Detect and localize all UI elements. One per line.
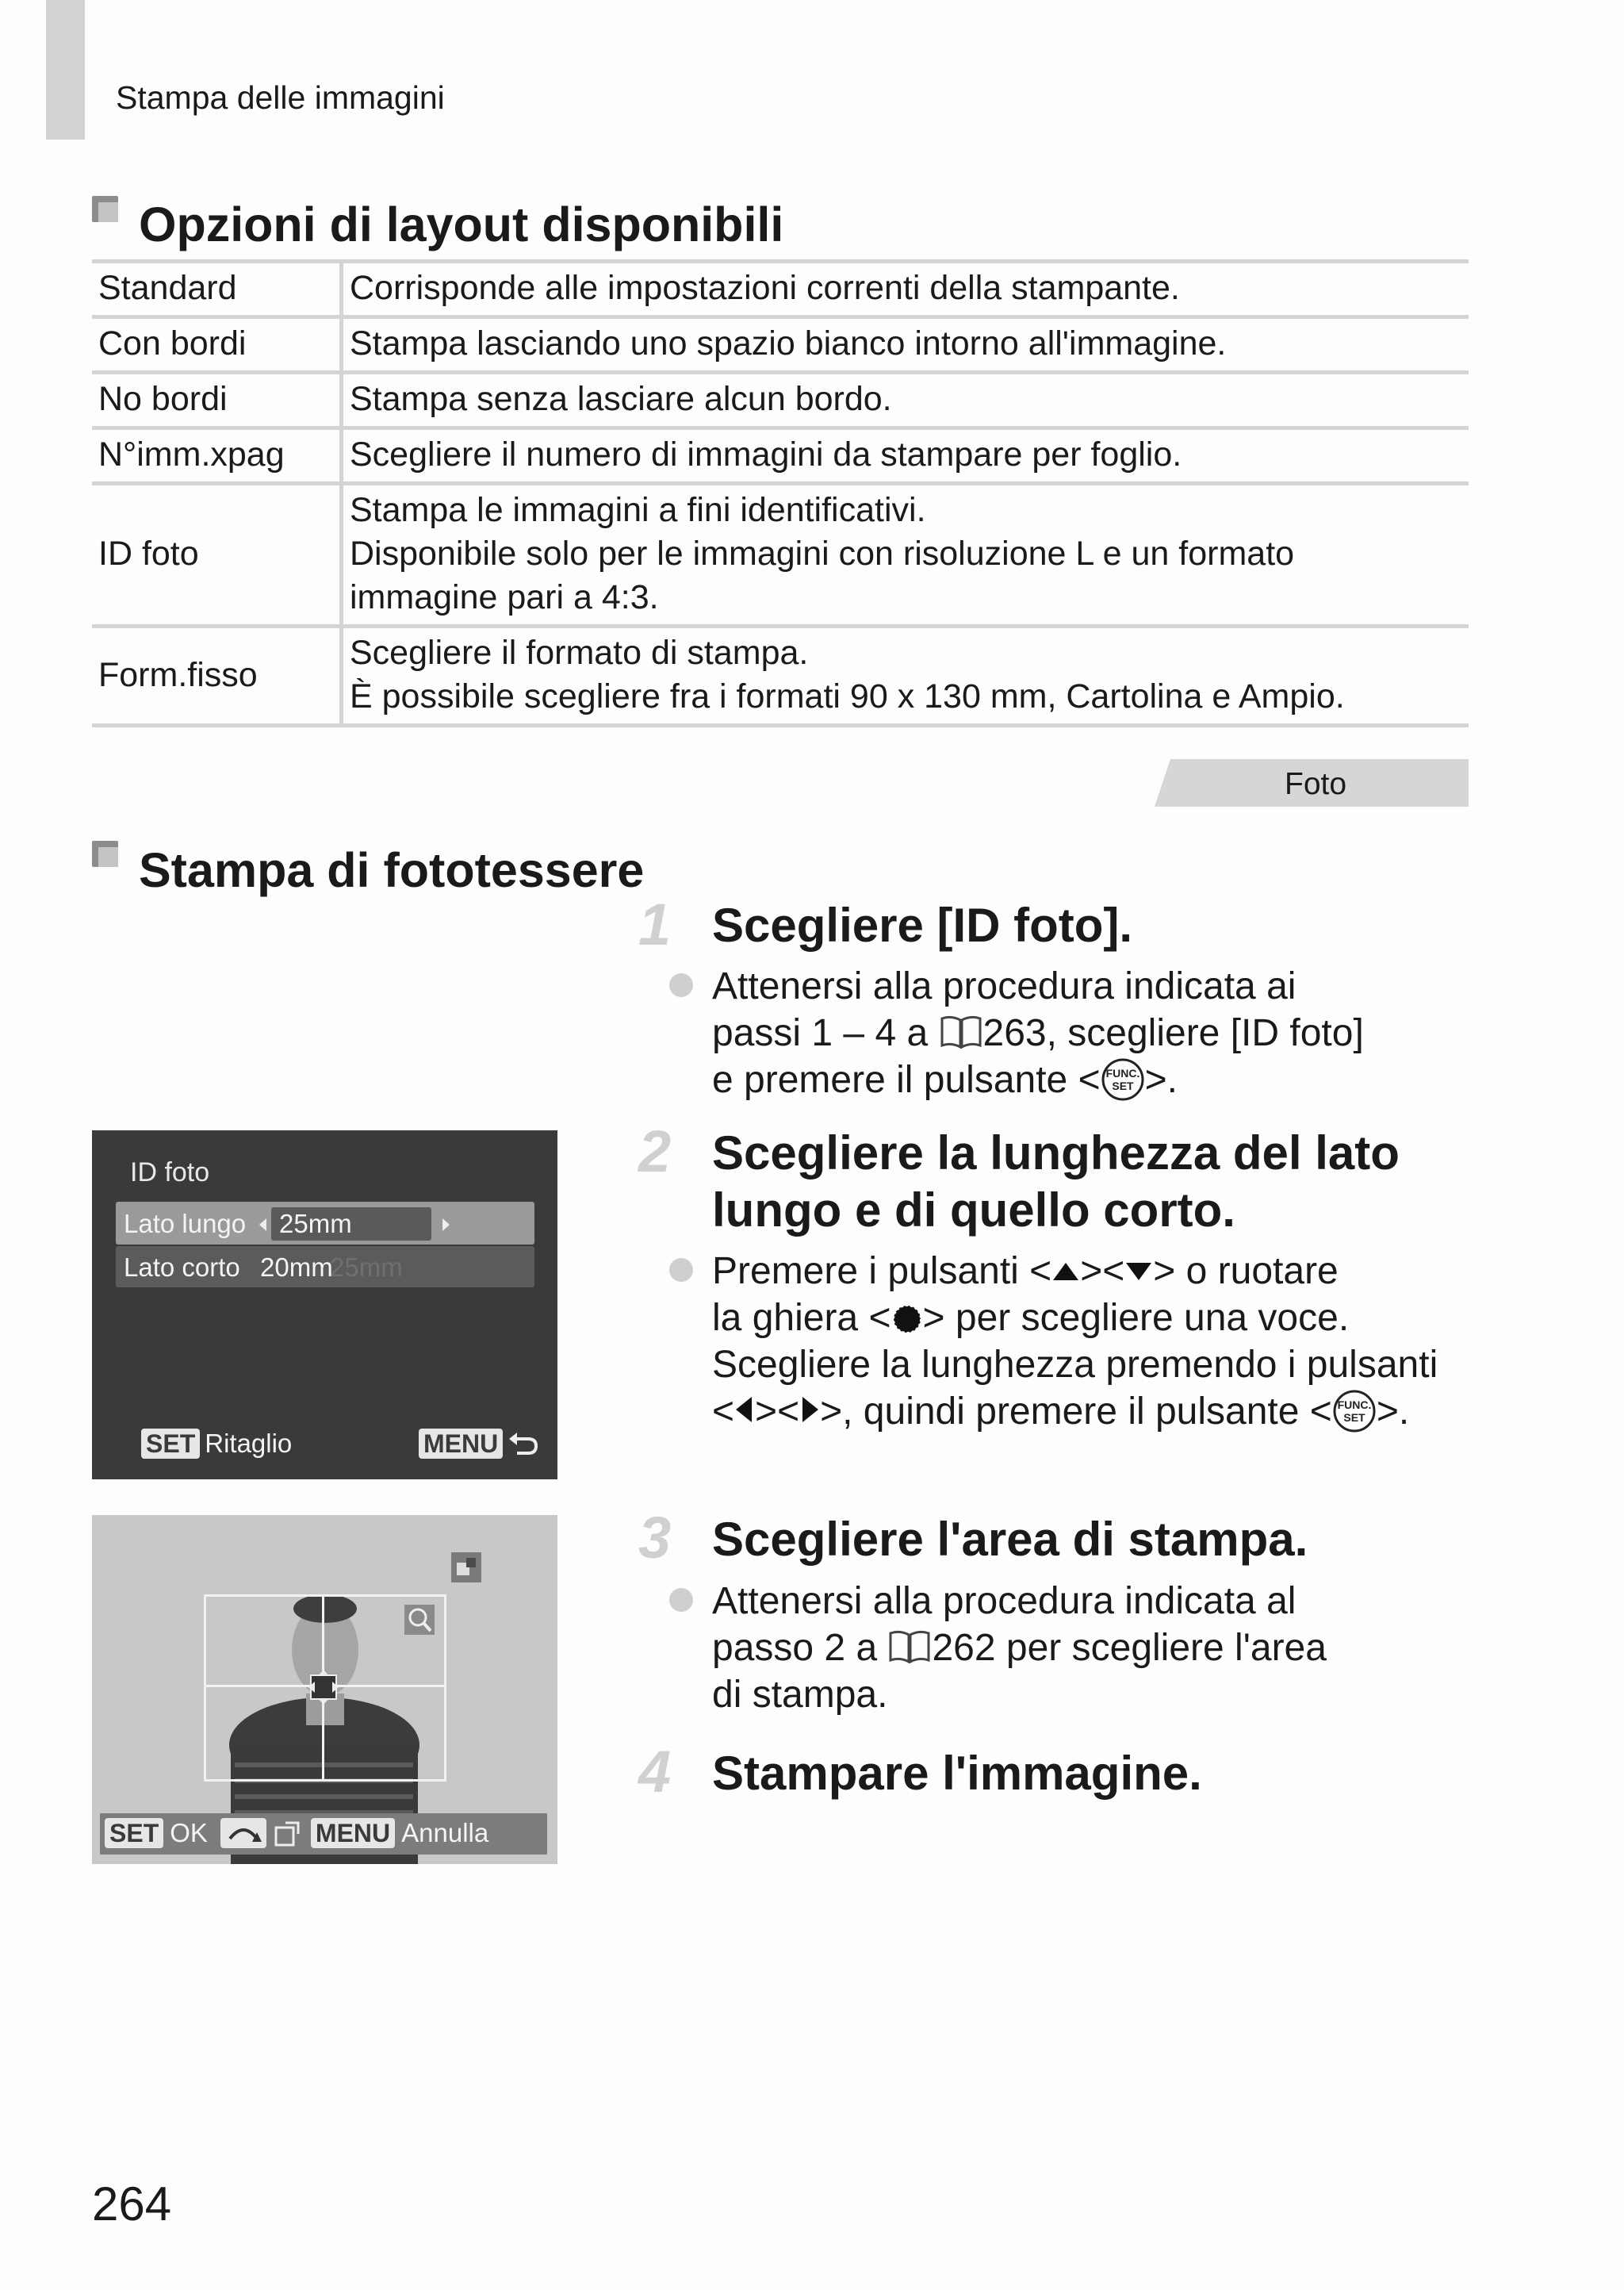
- option-desc: Scegliere il numero di immagini da stampare per foglio.: [342, 428, 1469, 484]
- hint-row: [105, 1818, 488, 1848]
- step-body: Attenersi alla procedura indicata ai passi 1 – 4 a 263, scegliere [ID foto] e premere il pulsante < FUNC. SET >.: [712, 965, 1364, 1101]
- down-arrow-icon: [1124, 1260, 1153, 1283]
- set-key: SET: [105, 1818, 163, 1848]
- step-number: 4: [638, 1739, 672, 1805]
- side-tab-bar: [46, 0, 85, 140]
- step-number: 3: [638, 1505, 672, 1571]
- table-row: [92, 317, 1469, 373]
- step-title: Stampare l'immagine.: [712, 1747, 1202, 1800]
- rotate-frame-icon: [273, 1818, 304, 1848]
- option-name: Standard: [92, 262, 342, 317]
- option-name: ID foto: [92, 484, 342, 627]
- bullet-icon: [669, 1588, 693, 1612]
- grid-icon: [450, 1552, 482, 1583]
- svg-text:FUNC.: FUNC.: [1337, 1398, 1372, 1411]
- set-hint-label: Ritaglio: [205, 1429, 293, 1458]
- cancel-label: Annulla: [401, 1818, 489, 1847]
- svg-text:SET: SET: [1111, 1080, 1134, 1092]
- move-handle-icon[interactable]: [308, 1669, 339, 1705]
- option-name: Form.fisso: [92, 627, 342, 726]
- option-name: Con bordi: [92, 317, 342, 373]
- menu-hint: [419, 1429, 539, 1459]
- step-number: 2: [638, 1118, 672, 1184]
- bullet-icon: [669, 973, 693, 997]
- screen-title: ID foto: [130, 1157, 210, 1187]
- camera-screen-id-foto: [92, 1130, 557, 1479]
- table-row: [92, 428, 1469, 484]
- table-row: [92, 262, 1469, 317]
- step-number: 1: [638, 892, 672, 957]
- step-title: Scegliere l'area di stampa.: [712, 1513, 1308, 1566]
- left-arrow-icon: [734, 1395, 755, 1424]
- ok-label: OK: [170, 1818, 208, 1847]
- step-title: Scegliere la lunghezza del lato lungo e di quello corto.: [712, 1126, 1400, 1237]
- up-arrow-icon: [1051, 1260, 1080, 1283]
- func-set-icon: [1332, 1389, 1377, 1433]
- section-title-photo-id: Stampa di fototessere: [139, 843, 645, 897]
- right-arrow-icon: [799, 1395, 820, 1424]
- section-title-layout: Opzioni di layout disponibili: [139, 198, 784, 251]
- rotate-key: [220, 1818, 266, 1848]
- zoom-icon[interactable]: [404, 1604, 435, 1636]
- option-desc: Stampa senza lasciare alcun bordo.: [342, 373, 1469, 428]
- page-number: 264: [92, 2177, 172, 2231]
- svg-text:SET: SET: [1343, 1411, 1365, 1424]
- step-body: Attenersi alla procedura indicata al passo 2 a 262 per scegliere l'area di stampa.: [712, 1580, 1327, 1716]
- right-arrow-icon[interactable]: [441, 1218, 450, 1232]
- left-arrow-icon[interactable]: [259, 1218, 268, 1232]
- rotate-icon: [220, 1818, 266, 1848]
- menu-key: MENU: [311, 1818, 395, 1848]
- row-label: Lato lungo: [124, 1209, 247, 1238]
- section-marker: [92, 196, 118, 222]
- menu-key: MENU: [419, 1429, 503, 1459]
- option-name: N°imm.xpag: [92, 428, 342, 484]
- func-set-icon: [1101, 1057, 1145, 1102]
- row-value-ghost: 25mm: [330, 1252, 403, 1282]
- book-icon: [939, 1014, 983, 1049]
- mode-tab-label: Foto: [1285, 767, 1347, 801]
- row-value: 25mm: [279, 1209, 352, 1238]
- back-icon: [508, 1431, 539, 1456]
- bullet-icon: [669, 1258, 693, 1282]
- section-marker: [92, 841, 118, 867]
- set-hint: [141, 1429, 292, 1459]
- step-title: Scegliere [ID foto].: [712, 899, 1133, 952]
- option-desc: Stampa lasciando uno spazio bianco intorno all'immagine.: [342, 317, 1469, 373]
- row-label: Lato corto: [124, 1252, 240, 1282]
- option-desc: Corrisponde alle impostazioni correnti della stampante.: [342, 262, 1469, 317]
- option-desc: Stampa le immagini a fini identificativi. Disponibile solo per le immagini con risoluzione L e un formato immagine pari a 4:3.: [342, 484, 1469, 627]
- table-row: [92, 484, 1469, 627]
- table-row: [92, 373, 1469, 428]
- step-body: Premere i pulsanti < >< > o ruotare la ghiera < > per scegliere una voce. Scegliere la lunghezza premendo i pulsanti < >< >, quindi premere il pulsante < FUNC. SET >.: [712, 1250, 1438, 1433]
- running-head: Stampa delle immagini: [116, 79, 445, 116]
- row-value: 20mm: [260, 1252, 333, 1282]
- option-desc: Scegliere il formato di stampa. È possibile scegliere fra i formati 90 x 130 mm, Cartolina e Ampio.: [342, 627, 1469, 726]
- table-row: [92, 627, 1469, 726]
- camera-screen-crop: [92, 1515, 557, 1864]
- option-name: No bordi: [92, 373, 342, 428]
- control-dial-icon: [891, 1303, 923, 1335]
- layout-options-table: [92, 259, 1469, 727]
- set-key: SET: [141, 1429, 200, 1459]
- book-icon: [887, 1628, 932, 1663]
- svg-text:FUNC.: FUNC.: [1105, 1067, 1139, 1080]
